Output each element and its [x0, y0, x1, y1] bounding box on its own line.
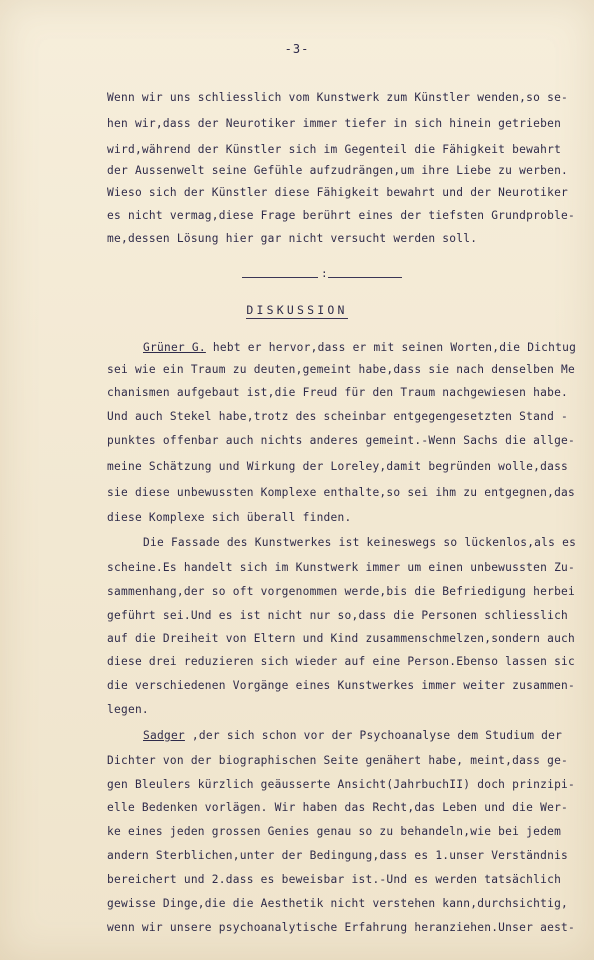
speaker-name: Sadger — [143, 729, 185, 742]
text-line: sei wie ein Traum zu deuten,gemeint habe,dass sie nach denselben Me — [107, 363, 576, 376]
text-line: der Aussenwelt seine Gefühle aufzudrängen,um ihre Liebe zu werben. — [107, 164, 569, 177]
text-fragment: ,der sich schon vor der Psychoanalyse dem Studium der — [184, 729, 563, 742]
text-line: Wieso sich der Künstler diese Fähigkeit bewahrt und der Neurotiker — [107, 186, 569, 199]
text-line: elle Bedenken vorlägen. Wir haben das Recht,das Leben und die Wer- — [107, 801, 569, 814]
heading-text: DISKUSSION — [246, 303, 348, 317]
page-number: -3- — [284, 42, 310, 56]
text-line: diese Komplexe sich überall finden. — [107, 511, 352, 524]
text-line: bereichert und 2.dass es beweisbar ist.-Und es werden tatsächlich — [107, 873, 562, 886]
text-line — [143, 729, 562, 743]
text-line: me,dessen Lösung hier gar nicht versucht werden soll. — [107, 232, 478, 245]
text-line: gewisse Dinge,die die Aesthetik nicht verstehen kann,durchsichtig, — [107, 897, 569, 910]
text-line: die verschiedenen Vorgänge eines Kunstwerkes immer weiter zusammen- — [107, 679, 576, 692]
separator-colon: : — [321, 267, 328, 280]
text-line: es nicht vermag,diese Frage berührt eines der tiefsten Grundproble- — [107, 209, 576, 222]
text-line: hen wir,dass der Neurotiker immer tiefer in sich hinein getrieben — [107, 117, 562, 130]
text-line: wenn wir unsere psychoanalytische Erfahrung heranziehen.Unser aest- — [107, 921, 576, 934]
text-line: diese drei reduzieren sich wieder auf eine Person.Ebenso lassen sic — [107, 655, 576, 668]
text-line: ke eines jeden grossen Genies genau so zu behandeln,wie bei jedem — [107, 825, 562, 838]
text-line — [143, 341, 576, 355]
text-line: meine Schätzung und Wirkung der Loreley,damit begründen wolle,dass — [107, 460, 569, 473]
text-line: Und auch Stekel habe,trotz des scheinbar entgegengesetzten Stand - — [107, 410, 569, 423]
text-line: andern Sterblichen,unter der Bedingung,dass es 1.unser Verständnis — [107, 849, 569, 862]
text-line: scheine.Es handelt sich im Kunstwerk immer um einen unbewussten Zu- — [107, 561, 576, 574]
text-line: sie diese unbewussten Komplexe enthalte,so sei ihm zu entgegnen,das — [107, 486, 576, 499]
text-line: wird,während der Künstler sich im Gegenteil die Fähigkeit bewahrt — [107, 143, 562, 156]
text-line: Dichter von der biographischen Seite genähert habe, meint,dass ge- — [107, 754, 569, 767]
text-line: Wenn wir uns schliesslich vom Kunstwerk zum Künstler wenden,so se- — [107, 91, 569, 104]
text-line: auf die Dreiheit von Eltern und Kind zusammenschmelzen,sondern auch — [107, 632, 576, 645]
text-line: geführt sei.Und es ist nicht nur so,dass die Personen schliesslich — [107, 609, 569, 622]
text-line: punktes offenbar auch nichts anderes gemeint.-Wenn Sachs die allge- — [107, 434, 576, 447]
separator-dash — [328, 277, 402, 278]
speaker-name: Grüner G. — [143, 341, 206, 354]
section-heading — [0, 303, 594, 317]
separator-dash — [242, 277, 318, 278]
text-line: gen Bleulers kürzlich geäusserte Ansicht(JahrbuchII) doch prinzipi- — [107, 778, 576, 791]
text-line: sammenhang,der so oft vorgenommen werde,bis die Befriedigung herbei — [107, 585, 576, 598]
text-line: chanismen aufgebaut ist,die Freud für den Traum nachgewiesen habe. — [107, 386, 569, 399]
text-line: Die Fassade des Kunstwerkes ist keineswegs so lückenlos,als es — [143, 536, 577, 549]
text-fragment: hebt er hervor,dass er mit seinen Worten,die Dichtug — [205, 341, 577, 354]
section-separator — [242, 269, 402, 283]
text-line: legen. — [107, 703, 149, 716]
